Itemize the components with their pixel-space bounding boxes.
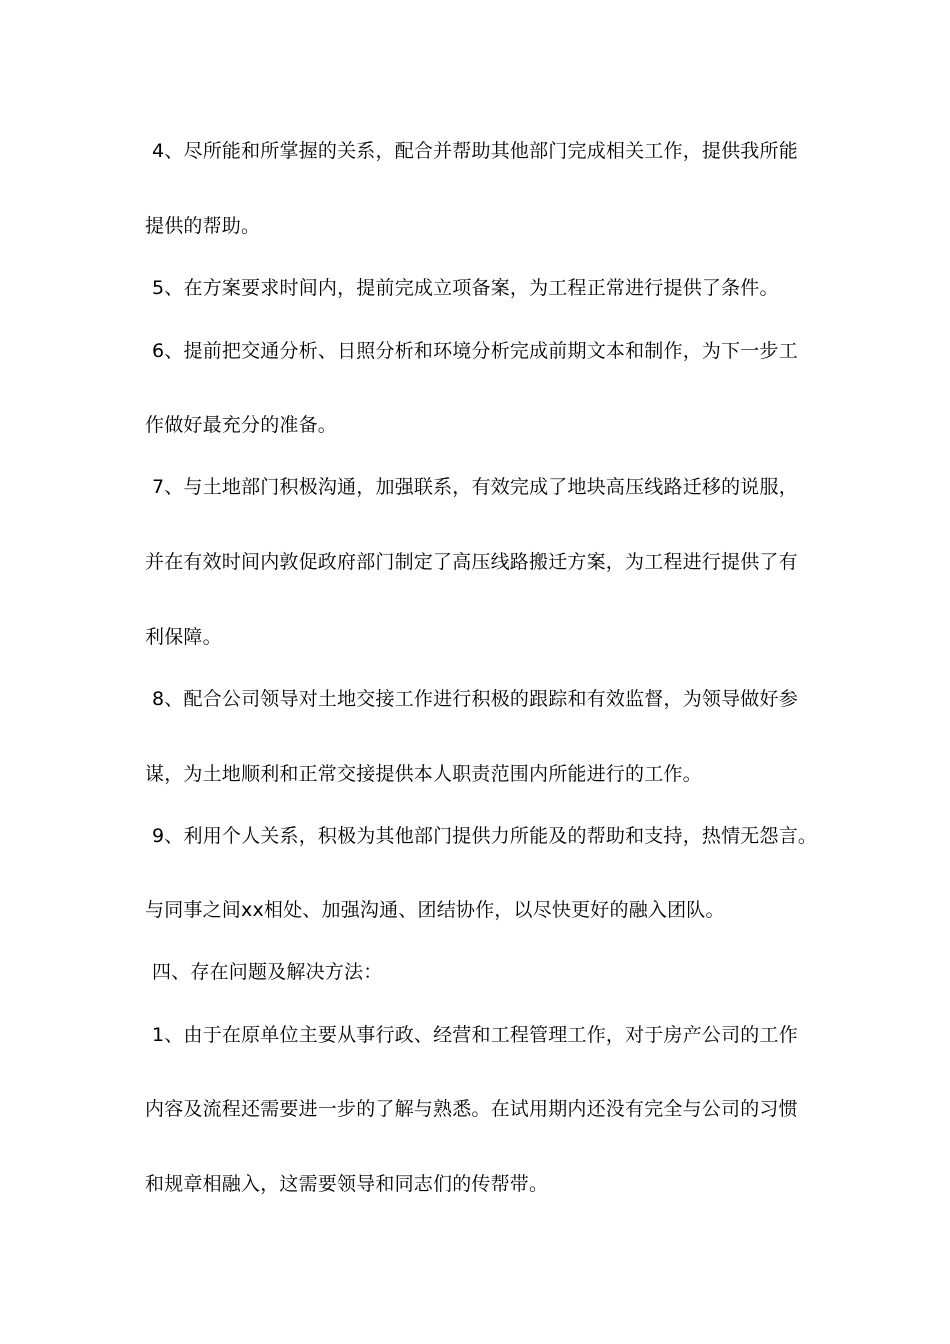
paragraph-line: 内容及流程还需要进一步的了解与熟悉。在试用期内还没有完全与公司的习惯 — [145, 1098, 798, 1120]
section-heading: 四、存在问题及解决方法： — [152, 961, 383, 983]
paragraph-line: 并在有效时间内敦促政府部门制定了高压线路搬迁方案，为工程进行提供了有 — [145, 551, 798, 573]
paragraph-line: 7、与土地部门积极沟通，加强联系，有效完成了地块高压线路迁移的说服， — [152, 476, 798, 498]
paragraph-line: 5、在方案要求时间内，提前完成立项备案，为工程正常进行提供了条件。 — [152, 277, 779, 299]
paragraph-line: 谋，为土地顺利和正常交接提供本人职责范围内所能进行的工作。 — [145, 763, 702, 785]
paragraph-line: 8、配合公司领导对土地交接工作进行积极的跟踪和有效监督，为领导做好参 — [152, 688, 798, 710]
paragraph-line: 利保障。 — [145, 626, 222, 648]
paragraph-line: 4、尽所能和所掌握的关系，配合并帮助其他部门完成相关工作，提供我所能 — [152, 140, 798, 162]
paragraph-line: 作做好最充分的准备。 — [145, 414, 338, 436]
paragraph-line: 和规章相融入，这需要领导和同志们的传帮带。 — [145, 1173, 549, 1195]
paragraph-line: 与同事之间xx相处、加强沟通、团结协作，以尽快更好的融入团队。 — [145, 899, 725, 921]
paragraph-line: 提供的帮助。 — [145, 215, 261, 237]
paragraph-line: 9、利用个人关系，积极为其他部门提供力所能及的帮助和支持，热情无怨言。 — [152, 825, 818, 847]
paragraph-line: 1、由于在原单位主要从事行政、经营和工程管理工作，对于房产公司的工作 — [152, 1024, 798, 1046]
paragraph-line: 6、提前把交通分析、日照分析和环境分析完成前期文本和制作，为下一步工 — [152, 340, 798, 362]
